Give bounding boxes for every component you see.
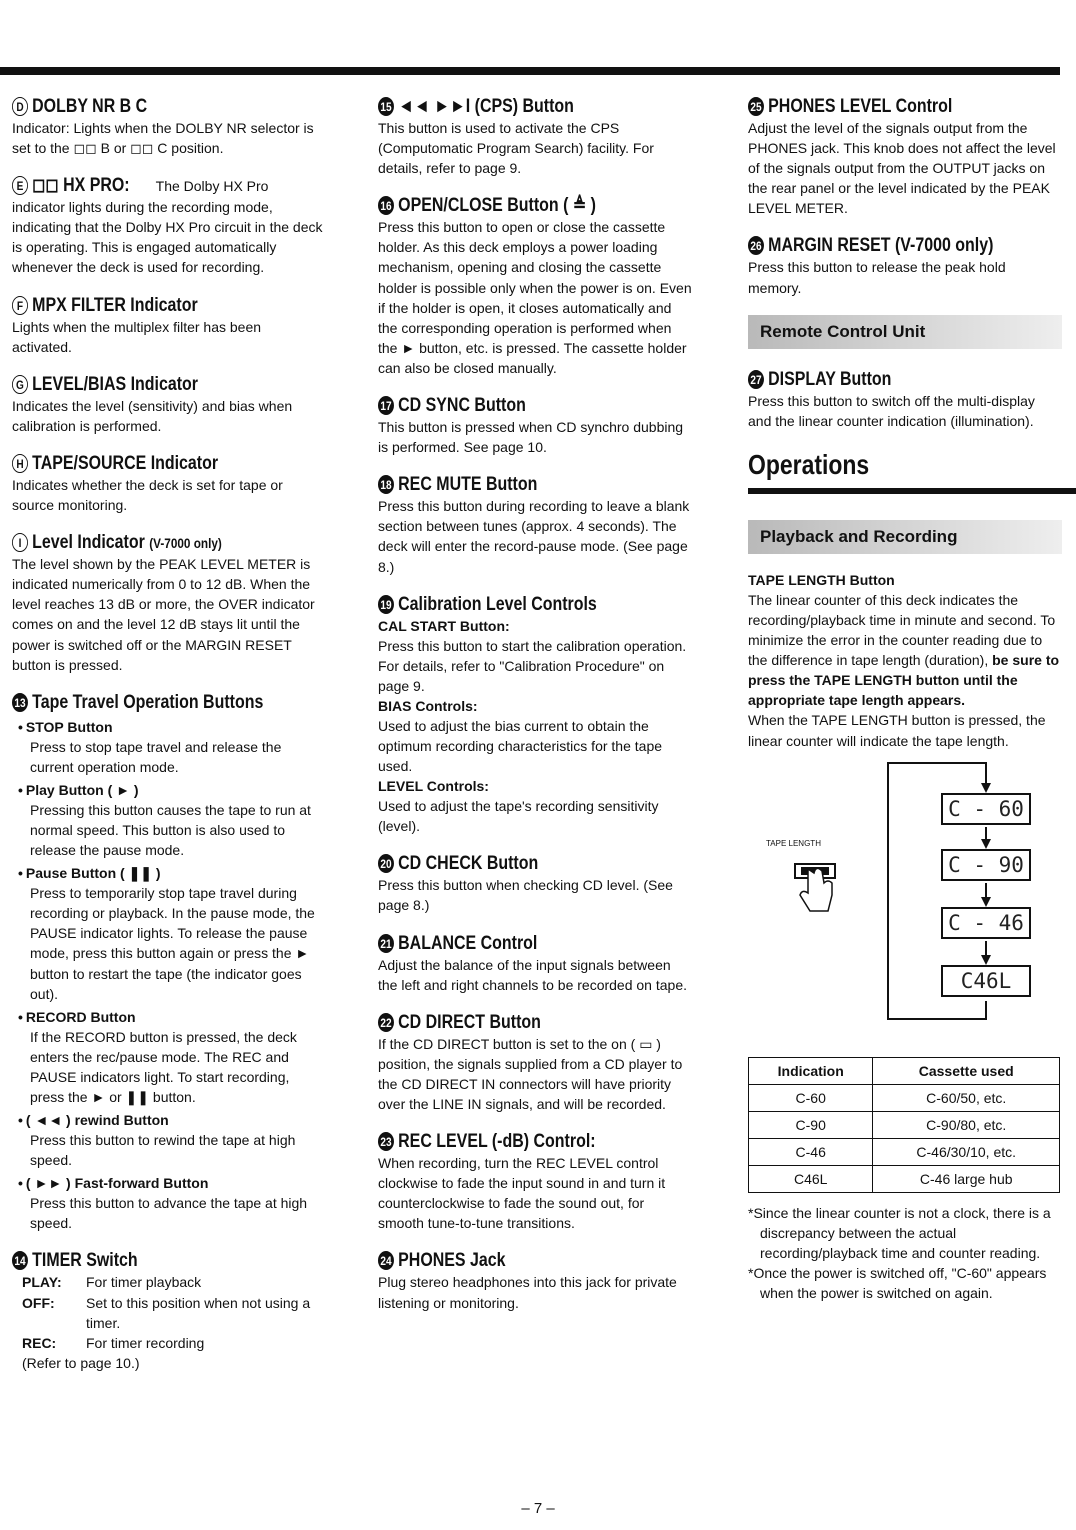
item-16 [378, 195, 692, 378]
note-1: *Since the linear counter is not a clock, there is a discrepancy between the actual recording/playback time and counter reading. [748, 1204, 1051, 1261]
item-23-title: REC LEVEL (-dB) Control: [398, 1131, 596, 1153]
marker-f: F [12, 296, 28, 315]
marker-26: 26 [748, 236, 764, 255]
sub-ff-body: Press this button to advance the tape at high speed. [30, 1195, 308, 1232]
marker-20: 20 [378, 854, 394, 873]
item-f-body: Lights when the multiplex filter has been activated. [12, 318, 262, 355]
table-header: Cassette used [873, 1057, 1060, 1084]
item-19-title: Calibration Level Controls [398, 593, 597, 615]
item-16-body: Press this button to open or close the cassette holder. As this deck employs a power loading mechanism, opening and closing the cassette holder is possible only when the power is on. Even if the holder is open, it closes automatically and the corresponding operation is performed when the ► button, etc. is pressed. The cassette holder can also be closed manually. [378, 219, 692, 376]
item-20-body: Press this button when checking CD level. (See page 8.) [378, 877, 673, 914]
item-15-body: This button is used to activate the CPS (Computomatic Program Search) facility. For details, refer to page 9. [378, 120, 654, 177]
item-g [12, 374, 324, 436]
item-17-body: This button is pressed when CD synchro dubbing is performed. See page 10. [378, 419, 684, 456]
tape-length-table [748, 1057, 1060, 1193]
column-2 [378, 96, 692, 1330]
timer-off-val: Set to this position when not using a timer. [86, 1294, 311, 1331]
item-h-body: Indicates whether the deck is set for tape or source monitoring. [12, 476, 283, 514]
item-18-title: REC MUTE Button [398, 474, 538, 496]
item-21-body: Adjust the balance of the input signals between the left and right channels to be recorded on tape. [378, 956, 687, 993]
item-27-body: Press this button to switch off the multi-display and the linear counter indication (illumination). [748, 392, 1035, 429]
item-26-body: Press this button to release the peak hold memory. [748, 259, 1006, 296]
item-27-title: DISPLAY Button [768, 368, 892, 390]
item-d [12, 96, 324, 158]
sub-stop-body: Press to stop tape travel and release the current operation mode. [30, 738, 282, 775]
display-c90: C - 90 [941, 849, 1031, 881]
marker-14: 14 [12, 1251, 28, 1270]
table-row [749, 1165, 1060, 1192]
sub-record-body: If the RECORD button is pressed, the deck enters the rec/pause mode. The REC and PAUSE indicators light. To start recording, press the ► or ❚❚ button. [30, 1028, 297, 1105]
item-25-body: Adjust the level of the signals output from the PHONES jack. This knob does not affect the level of the signals output from the OUTPUT jacks on the rear panel or the level indicated by the PEAK LEVEL METER. [748, 120, 1056, 217]
item-i-body: The level shown by the PEAK LEVEL METER is indicated numerically from 0 to 12 dB. When the level reaches 13 dB or more, the OVER indicator comes on and the level 12 dB stays lit until the power is switched off or the MARGIN RESET button is pressed. [12, 556, 315, 673]
level-body: Used to adjust the tape's recording sensitivity (level). [378, 798, 659, 835]
marker-16: 16 [378, 196, 394, 215]
item-20-title: CD CHECK Button [398, 853, 539, 875]
item-18 [378, 474, 692, 576]
table-cell: C-46/30/10, etc. [873, 1138, 1060, 1165]
item-i [12, 532, 324, 675]
level-heading: LEVEL Controls: [378, 778, 489, 795]
item-15 [378, 96, 692, 178]
table-cell: C-60 [749, 1084, 873, 1111]
table-cell: C-46 large hub [873, 1165, 1060, 1192]
item-d-title: DOLBY NR B C [32, 96, 148, 117]
marker-22: 22 [378, 1013, 394, 1032]
item-23 [378, 1131, 692, 1233]
item-13 [12, 692, 324, 1234]
item-f-title: MPX FILTER Indicator [32, 294, 198, 316]
item-13-title: Tape Travel Operation Buttons [32, 691, 264, 713]
table-row [749, 1084, 1060, 1111]
item-h-title: TAPE/SOURCE Indicator [32, 452, 219, 474]
cal-start-body: Press this button to start the calibration operation. For details, refer to "Calibration Procedure" on page 9. [378, 637, 687, 694]
item-15-title: ◄◄ ►►I (CPS) Button [398, 96, 574, 117]
marker-17: 17 [378, 396, 394, 415]
item-21-title: BALANCE Control [398, 932, 538, 954]
tape-length-body-1a: The linear counter of this deck indicates the recording/playback time in minute and second. To minimize the error in the counter reading due to the difference in tape length (duration), [748, 591, 1056, 669]
timer-defs [22, 1272, 324, 1352]
table-row [749, 1138, 1060, 1165]
timer-ref: (Refer to page 10.) [22, 1354, 140, 1371]
note-2: *Once the power is switched off, "C-60" appears when the power is switched on again. [748, 1264, 1047, 1301]
sub-stop [25, 717, 324, 777]
item-i-title-note: (V-7000 only) [149, 535, 222, 552]
marker-e: E [12, 176, 28, 195]
sub-play [25, 780, 324, 860]
table-cell: C-46 [749, 1138, 873, 1165]
marker-13: 13 [12, 693, 28, 712]
item-26 [748, 235, 1062, 297]
marker-27: 27 [748, 370, 764, 389]
marker-d: D [12, 97, 28, 116]
display-c46: C - 46 [941, 907, 1031, 939]
item-14 [12, 1250, 324, 1372]
sub-rewind-title: • ( ◄◄ ) rewind Button [18, 1110, 324, 1130]
marker-i: I [12, 533, 28, 552]
operations-heading: Operations [748, 448, 870, 480]
item-25-title: PHONES LEVEL Control [768, 96, 953, 117]
item-f [12, 295, 324, 357]
sub-play-body: Pressing this button causes the tape to run at normal speed. This button is also used to release the pause mode. [30, 801, 311, 859]
marker-h: H [12, 454, 28, 473]
item-25 [748, 96, 1062, 218]
item-22 [378, 1012, 692, 1114]
operations-rule [748, 488, 1076, 494]
sub-stop-title: • STOP Button [18, 717, 324, 737]
tape-length-button-label: TAPE LENGTH [766, 838, 821, 848]
marker-19: 19 [378, 595, 394, 614]
column-3 [748, 96, 1062, 1303]
timer-rec-key: REC: [22, 1334, 57, 1351]
cal-start-heading: CAL START Button: [378, 617, 510, 634]
marker-24: 24 [378, 1251, 394, 1270]
table-header: Indication [749, 1057, 873, 1084]
marker-23: 23 [378, 1132, 394, 1151]
table-cell: C46L [749, 1165, 873, 1192]
display-c60: C - 60 [941, 793, 1031, 825]
sub-ff-title: • ( ►► ) Fast-forward Button [18, 1173, 324, 1193]
item-g-title: LEVEL/BIAS Indicator [32, 373, 198, 395]
sub-rewind-body: Press this button to rewind the tape at high speed. [30, 1132, 296, 1169]
sub-record-title: • RECORD Button [18, 1007, 324, 1027]
item-21 [378, 933, 692, 995]
tape-length-diagram [748, 761, 1062, 1051]
timer-rec-val: For timer recording [86, 1334, 205, 1351]
timer-play-val: For timer playback [86, 1274, 202, 1291]
sub-ff [25, 1173, 324, 1233]
item-24 [378, 1250, 692, 1312]
bias-heading: BIAS Controls: [378, 697, 478, 714]
item-17 [378, 395, 692, 457]
table-cell: C-90 [749, 1111, 873, 1138]
tape-length-title: TAPE LENGTH Button [748, 571, 895, 588]
sub-pause [25, 863, 324, 1004]
marker-18: 18 [378, 475, 394, 494]
tape-length-body-2: When the TAPE LENGTH button is pressed, the linear counter will indicate the tape length. [748, 712, 1046, 749]
sub-pause-title: • Pause Button ( ❚❚ ) [18, 863, 324, 883]
marker-25: 25 [748, 97, 764, 116]
bias-body: Used to adjust the bias current to obtain the optimum recording characteristics for the tape used. [378, 717, 663, 775]
item-19 [378, 594, 692, 837]
item-i-title: Level Indicator [32, 532, 145, 554]
playback-recording-banner: Playback and Recording [748, 520, 1062, 554]
marker-15: 15 [378, 97, 394, 116]
item-22-title: CD DIRECT Button [398, 1011, 541, 1033]
table-row [749, 1111, 1060, 1138]
table-cell: C-60/50, etc. [873, 1084, 1060, 1111]
display-c46l: C46L [941, 965, 1031, 997]
timer-play-key: PLAY: [22, 1274, 62, 1291]
marker-g: G [12, 375, 28, 394]
item-d-body: Indicator: Lights when the DOLBY NR selector is set to the ◻◻ B or ◻◻ C position. [12, 120, 314, 157]
item-27 [748, 369, 1062, 431]
item-e-title: ◻◻ HX PRO: [32, 175, 130, 197]
item-18-body: Press this button during recording to leave a blank section between tunes (approx. 4 seconds). The deck will enter the record-pause mode. (See page 8.) [378, 498, 690, 575]
item-17-title: CD SYNC Button [398, 395, 526, 417]
column-1 [12, 96, 324, 1390]
table-cell: C-90/80, etc. [873, 1111, 1060, 1138]
table-header-row [749, 1057, 1060, 1084]
item-16-title: OPEN/CLOSE Button ( ≜ ) [398, 195, 596, 217]
timer-off-key: OFF: [22, 1294, 55, 1311]
sub-play-title: • Play Button ( ► ) [18, 780, 324, 800]
item-22-body: If the CD DIRECT button is set to the on ( ▭ ) position, the signals supplied from a CD player to the CD DIRECT IN connectors will have priority over the LINE IN signals, and will be recorded. [378, 1035, 683, 1112]
item-e-body: The Dolby HX Pro indicator lights during the recording mode, indicating that the Dolby HX Pro circuit in the deck is operating. This is engaged automatically whenever the deck is used for recording. [12, 178, 323, 276]
item-23-body: When recording, turn the REC LEVEL control clockwise to fade the input sound in and turn it counterclockwise to fade the sound out, for smooth tune-to-tune transitions. [378, 1155, 666, 1232]
sub-pause-body: Press to temporarily stop tape travel during recording or playback. In the pause mode, the PAUSE indicator lights. To release the pause mode, press this button again or press the ► button to restart the tape (the indicator goes out). [30, 885, 315, 1002]
sub-rewind [25, 1110, 324, 1170]
remote-control-banner: Remote Control Unit [748, 315, 1062, 349]
sub-record [25, 1007, 324, 1107]
item-24-body: Plug stereo headphones into this jack for private listening or monitoring. [378, 1274, 677, 1311]
top-rule [0, 67, 1060, 75]
item-20 [378, 853, 692, 915]
item-h [12, 453, 324, 515]
item-26-title: MARGIN RESET (V-7000 only) [768, 235, 994, 257]
item-14-title: TIMER Switch [32, 1250, 138, 1272]
item-e [12, 175, 324, 277]
tape-length-body-1 [748, 590, 1062, 711]
tape-length-body-1b: be sure to press the TAPE LENGTH button until the appropriate tape length appears. [748, 652, 1060, 709]
page-number: – 7 – [521, 1500, 555, 1517]
marker-21: 21 [378, 934, 394, 953]
item-g-body: Indicates the level (sensitivity) and bias when calibration is performed. [12, 397, 293, 434]
item-24-title: PHONES Jack [398, 1250, 506, 1272]
